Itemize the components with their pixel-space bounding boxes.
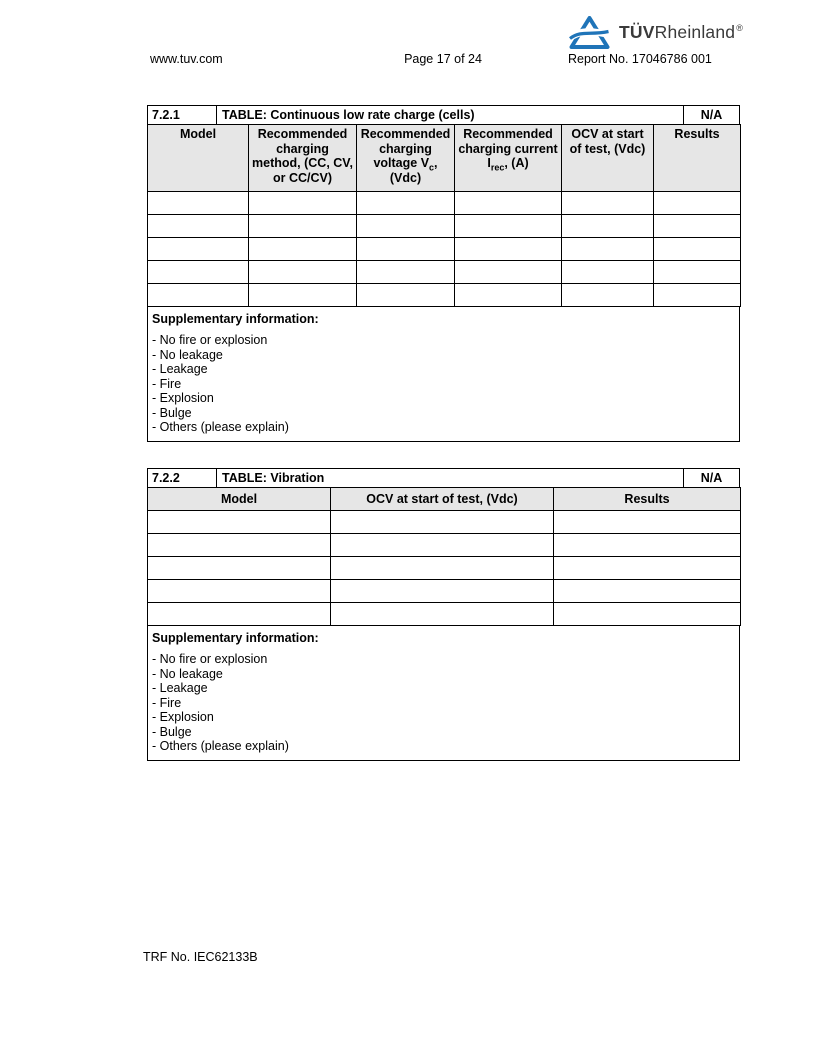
supplementary-title: Supplementary information:	[152, 312, 319, 326]
supplementary-item: - Explosion	[152, 710, 214, 724]
empty-data-row	[148, 238, 741, 261]
col-header-charging-method: Recommended charging method, (CC, CV, or CC/CV)	[249, 125, 357, 192]
empty-cell	[455, 238, 562, 261]
verdict-badge: N/A	[683, 105, 740, 125]
empty-cell	[331, 557, 554, 580]
empty-cell	[148, 238, 249, 261]
clause-number: 7.2.2	[147, 468, 217, 488]
supplementary-title: Supplementary information:	[152, 631, 319, 645]
table-body	[148, 511, 741, 626]
empty-cell	[331, 511, 554, 534]
empty-cell	[554, 580, 741, 603]
supplementary-item: - No fire or explosion	[152, 333, 268, 347]
empty-cell	[562, 215, 654, 238]
col-header-model: Model	[148, 488, 331, 511]
supplementary-item: - No leakage	[152, 347, 223, 362]
empty-cell	[654, 238, 741, 261]
empty-cell	[357, 261, 455, 284]
empty-data-row	[148, 284, 741, 307]
continuous-charge-table	[147, 124, 741, 307]
supplementary-item: - Fire	[152, 695, 182, 710]
empty-data-row	[148, 557, 741, 580]
supplementary-item: - Others (please explain)	[152, 420, 289, 434]
empty-cell	[357, 215, 455, 238]
verdict-badge: N/A	[683, 468, 740, 488]
logo-text-tuv: TÜV	[619, 22, 655, 42]
col-header-model: Model	[148, 125, 249, 192]
logo-text-rheinland: Rheinland	[654, 22, 736, 42]
col-header-charging-current: Recommended charging current $I_{rec}$, (A)	[455, 125, 562, 192]
empty-data-row	[148, 261, 741, 284]
empty-data-row	[148, 511, 741, 534]
empty-cell	[562, 261, 654, 284]
supplementary-item: - No leakage	[152, 666, 223, 681]
empty-data-row	[148, 192, 741, 215]
empty-cell	[148, 534, 331, 557]
empty-cell	[357, 284, 455, 307]
col-header-results: Results	[554, 488, 741, 511]
empty-cell	[148, 215, 249, 238]
empty-cell	[249, 261, 357, 284]
col-header-ocv: OCV at start of test, (Vdc)	[331, 488, 554, 511]
table-7-2-2-title-row	[147, 468, 740, 488]
column-header-row	[148, 125, 741, 192]
supplementary-item: - Leakage	[152, 681, 208, 695]
empty-cell	[455, 261, 562, 284]
table-7-2-1-title-row	[147, 105, 740, 125]
col-header-charging-voltage: Recommended charging voltage $V_c$, (Vdc)	[357, 125, 455, 192]
empty-cell	[455, 215, 562, 238]
empty-cell	[562, 192, 654, 215]
empty-cell	[654, 215, 741, 238]
supplementary-item: - Bulge	[152, 724, 192, 739]
supplementary-item: - Fire	[152, 376, 182, 391]
clause-number: 7.2.1	[147, 105, 217, 125]
empty-cell	[562, 238, 654, 261]
supplementary-item: - No fire or explosion	[152, 652, 268, 666]
supplementary-item: - Explosion	[152, 391, 214, 405]
empty-cell	[554, 534, 741, 557]
supplementary-item: - Others (please explain)	[152, 739, 289, 753]
empty-cell	[249, 215, 357, 238]
empty-cell	[148, 603, 331, 626]
col-header-results: Results	[654, 125, 741, 192]
empty-cell	[357, 192, 455, 215]
registered-trademark: ®	[736, 23, 744, 33]
empty-cell	[249, 284, 357, 307]
table-title: TABLE: Continuous low rate charge (cells)	[216, 105, 684, 125]
empty-cell	[455, 284, 562, 307]
empty-cell	[331, 580, 554, 603]
logo-wordmark	[619, 22, 743, 43]
empty-cell	[148, 511, 331, 534]
empty-cell	[249, 192, 357, 215]
empty-cell	[148, 261, 249, 284]
table-body	[148, 192, 741, 307]
empty-cell	[148, 557, 331, 580]
empty-cell	[554, 557, 741, 580]
empty-cell	[654, 261, 741, 284]
website-url: www.tuv.com	[150, 52, 223, 66]
empty-cell	[331, 534, 554, 557]
tuv-triangle-icon	[569, 16, 610, 49]
column-header-row	[148, 488, 741, 511]
supplementary-section	[147, 306, 740, 442]
empty-data-row	[148, 215, 741, 238]
table-title: TABLE: Vibration	[216, 468, 684, 488]
empty-cell	[148, 580, 331, 603]
empty-cell	[148, 284, 249, 307]
empty-cell	[357, 238, 455, 261]
trf-number: TRF No. IEC62133B	[143, 950, 258, 964]
empty-data-row	[148, 534, 741, 557]
empty-cell	[331, 603, 554, 626]
empty-data-row	[148, 580, 741, 603]
empty-cell	[455, 192, 562, 215]
supplementary-item: - Leakage	[152, 362, 208, 376]
vibration-table	[147, 487, 741, 626]
empty-cell	[654, 192, 741, 215]
tuv-rheinland-logo	[569, 16, 743, 49]
empty-cell	[554, 511, 741, 534]
report-number: Report No. 17046786 001	[568, 52, 712, 66]
supplementary-item: - Bulge	[152, 405, 192, 420]
empty-cell	[249, 238, 357, 261]
empty-cell	[554, 603, 741, 626]
page-number: Page 17 of 24	[404, 52, 482, 66]
empty-cell	[148, 192, 249, 215]
empty-cell	[562, 284, 654, 307]
empty-data-row	[148, 603, 741, 626]
table-7-2-1	[147, 105, 740, 442]
col-header-ocv: OCV at start of test, (Vdc)	[562, 125, 654, 192]
supplementary-section	[147, 625, 740, 761]
table-7-2-2	[147, 468, 740, 761]
empty-cell	[654, 284, 741, 307]
